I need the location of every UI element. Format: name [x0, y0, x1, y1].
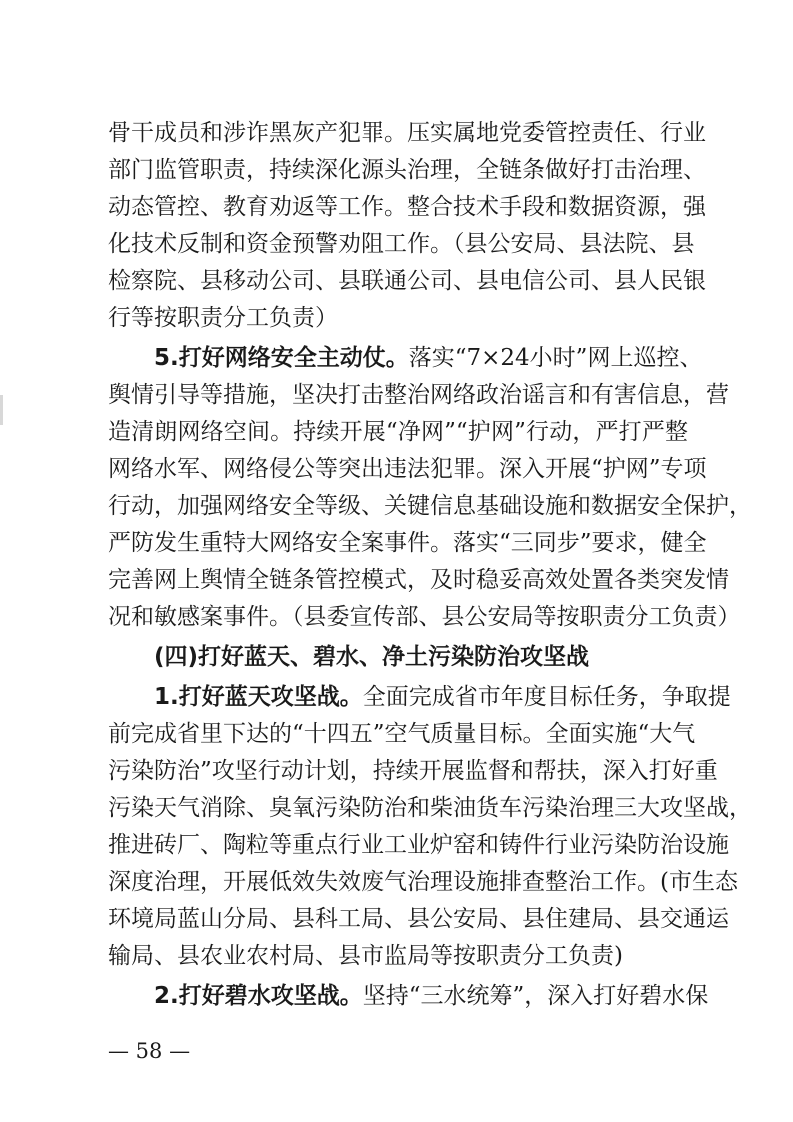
item1-heading: 1.打好蓝天攻坚战。 — [154, 684, 363, 710]
text-line: 舆情引导等措施，坚决打击整治网络政治谣言和有害信息，营 — [108, 382, 729, 408]
text-line: 造清朗网络空间。持续开展“净网”“护网”行动，严打严整 — [108, 419, 688, 445]
text-line: 检察院、县移动公司、县联通公司、县电信公司、县人民银 — [108, 268, 706, 294]
text-line: 环境局蓝山分局、县科工局、县公安局、县住建局、县交通运 — [108, 906, 729, 932]
text-line: 深度治理，开展低效失效废气治理设施排查整治工作。(市生态 — [108, 869, 738, 895]
page-number: — 58 — — [108, 1039, 191, 1063]
item1-first-line-rest: 全面完成省市年度目标任务，争取提 — [362, 684, 731, 710]
text-line: 污染天气消除、臭氧污染防治和柴油货车污染治理三大攻坚战， — [108, 795, 752, 821]
section-heading: (四)打好蓝天、碧水、净土污染防治攻坚战 — [154, 644, 590, 670]
text-line: 输局、县农业农村局、县市监局等按职责分工负责) — [108, 943, 623, 969]
item1-first-line — [154, 677, 731, 717]
text-line: 网络水军、网络侵公等突出违法犯罪。深入开展“护网”专项 — [108, 456, 707, 482]
scan-edge-mark — [0, 395, 3, 425]
item5-first-line-rest: 落实“7×24小时”网上巡控、 — [408, 345, 703, 371]
text-line: 严防发生重特大网络安全案事件。落实“三同步”要求，健全 — [108, 530, 707, 556]
item5-first-line — [154, 338, 703, 378]
text-line: 动态管控、教育劝返等工作。整合技术手段和数据资源，强 — [108, 194, 706, 220]
text-line: 行动，加强网络安全等级、关键信息基础设施和数据安全保护， — [108, 493, 752, 519]
text-line: 骨干成员和涉诈黑灰产犯罪。压实属地党委管控责任、行业 — [108, 120, 706, 146]
text-line: 部门监管职责，持续深化源头治理，全链条做好打击治理、 — [108, 157, 706, 183]
item2-heading: 2.打好碧水攻坚战。 — [154, 983, 363, 1009]
text-line: 推进砖厂、陶粒等重点行业工业炉窑和铸件行业污染防治设施 — [108, 832, 729, 858]
text-line: 完善网上舆情全链条管控模式，及时稳妥高效处置各类突发情 — [108, 567, 729, 593]
text-line: 前完成省里下达的“十四五”空气质量目标。全面实施“大气 — [108, 721, 696, 747]
text-line: 行等按职责分工负责） — [108, 305, 338, 331]
item2-first-line-rest: 坚持“三水统筹”，深入打好碧水保 — [362, 983, 709, 1009]
item2-first-line — [154, 976, 709, 1016]
text-line: 况和敏感案事件。（县委宣传部、县公安局等按职责分工负责） — [108, 604, 741, 630]
text-line: 污染防治”攻坚行动计划，持续开展监督和帮扶，深入打好重 — [108, 758, 718, 784]
text-line: 化技术反制和资金预警劝阻工作。（县公安局、县法院、县 — [108, 231, 695, 257]
item5-heading: 5.打好网络安全主动仗。 — [154, 345, 409, 371]
